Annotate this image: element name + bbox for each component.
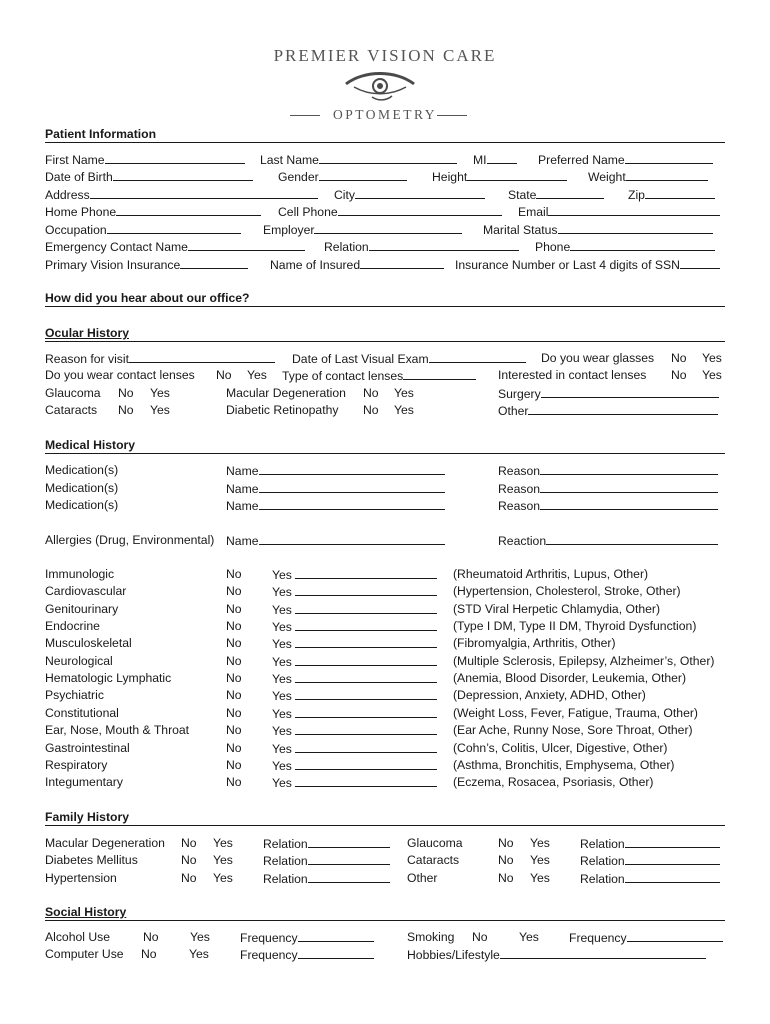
interested-yes-option[interactable]: Yes xyxy=(702,368,722,382)
system-yes-option[interactable]: Yes xyxy=(272,671,437,687)
family-relation-field[interactable]: Relation xyxy=(580,853,720,869)
system-no-option[interactable]: No xyxy=(226,584,242,598)
weight-field[interactable]: Weight xyxy=(588,169,708,185)
system-name: Gastrointestinal xyxy=(45,741,130,755)
primary-insurance-field[interactable]: Primary Vision Insurance xyxy=(45,257,248,273)
family-yes-option[interactable]: Yes xyxy=(213,853,233,867)
family-no-option[interactable]: No xyxy=(181,836,197,850)
dob-field[interactable]: Date of Birth xyxy=(45,169,253,185)
system-name: Endocrine xyxy=(45,619,100,633)
employer-field[interactable]: Employer xyxy=(263,222,462,238)
contacts-yes-option[interactable]: Yes xyxy=(247,368,267,382)
system-yes-option[interactable]: Yes xyxy=(272,584,437,600)
system-examples: (Fibromyalgia, Arthritis, Other) xyxy=(453,636,616,650)
first-name-field[interactable]: First Name xyxy=(45,152,245,168)
computer-yes-option[interactable]: Yes xyxy=(189,947,209,961)
system-yes-option[interactable]: Yes xyxy=(272,723,437,739)
system-examples: (Ear Ache, Runny Nose, Sore Throat, Other) xyxy=(453,723,693,737)
section-patient-information: Patient Information xyxy=(45,127,725,143)
system-no-option[interactable]: No xyxy=(226,775,242,789)
preferred-name-field[interactable]: Preferred Name xyxy=(538,152,713,168)
family-relation-field[interactable]: Relation xyxy=(263,853,390,869)
family-no-option[interactable]: No xyxy=(181,853,197,867)
system-yes-option[interactable]: Yes xyxy=(272,654,437,670)
macular-yes-option[interactable]: Yes xyxy=(394,386,414,400)
system-yes-option[interactable]: Yes xyxy=(272,636,437,652)
system-name: Cardiovascular xyxy=(45,584,127,598)
practice-name: PREMIER VISION CARE xyxy=(273,46,497,65)
retinopathy-yes-option[interactable]: Yes xyxy=(394,403,414,417)
allergies-label: Allergies (Drug, Environmental) xyxy=(45,533,215,547)
system-no-option[interactable]: No xyxy=(226,758,242,772)
system-name: Ear, Nose, Mouth & Throat xyxy=(45,723,190,737)
system-yes-option[interactable]: Yes xyxy=(272,688,437,704)
section-family-history: Family History xyxy=(45,810,725,826)
macular-degeneration-label: Macular Degeneration xyxy=(226,386,346,400)
system-examples: (Type I DM, Type II DM, Thyroid Dysfunction) xyxy=(453,619,697,633)
medication-reason-field[interactable]: Reason xyxy=(498,463,718,479)
practice-specialty: OPTOMETRY xyxy=(332,107,437,122)
gender-field[interactable]: Gender xyxy=(278,169,407,185)
system-yes-option[interactable]: Yes xyxy=(272,567,437,583)
referral-question[interactable]: How did you hear about our office? xyxy=(45,291,725,307)
ocular-other-field[interactable]: Other xyxy=(498,403,718,419)
cell-phone-field[interactable]: Cell Phone xyxy=(278,204,502,220)
alcohol-no-option[interactable]: No xyxy=(143,930,159,944)
alcohol-frequency-field[interactable]: Frequency xyxy=(240,930,374,946)
insurance-number-field[interactable]: Insurance Number or Last 4 digits of SSN xyxy=(455,257,720,273)
system-examples: (Rheumatoid Arthritis, Lupus, Other) xyxy=(453,567,649,581)
family-yes-option[interactable]: Yes xyxy=(213,871,233,885)
surgery-field[interactable]: Surgery xyxy=(498,386,719,402)
family-relation-field[interactable]: Relation xyxy=(263,871,390,887)
family-no-option[interactable]: No xyxy=(498,836,514,850)
system-no-option[interactable]: No xyxy=(226,688,242,702)
system-name: Respiratory xyxy=(45,758,108,772)
computer-frequency-field[interactable]: Frequency xyxy=(240,947,374,963)
system-name: Constitutional xyxy=(45,706,119,720)
system-examples: (Anemia, Blood Disorder, Leukemia, Other) xyxy=(453,671,687,685)
family-yes-option[interactable]: Yes xyxy=(213,836,233,850)
family-relation-field[interactable]: Relation xyxy=(580,871,720,887)
system-examples: (Multiple Sclerosis, Epilepsy, Alzheimer’s, Other) xyxy=(453,654,715,668)
medication-reason-field[interactable]: Reason xyxy=(498,498,718,514)
last-exam-field[interactable]: Date of Last Visual Exam xyxy=(292,351,526,367)
system-yes-option[interactable]: Yes xyxy=(272,706,437,722)
system-yes-option[interactable]: Yes xyxy=(272,758,437,774)
state-field[interactable]: State xyxy=(508,187,604,203)
smoking-frequency-field[interactable]: Frequency xyxy=(569,930,723,946)
smoking-no-option[interactable]: No xyxy=(472,930,488,944)
system-name: Immunologic xyxy=(45,567,115,581)
family-no-option[interactable]: No xyxy=(181,871,197,885)
hobbies-field[interactable]: Hobbies/Lifestyle xyxy=(407,947,706,963)
wear-contacts-question: Do you wear contact lenses xyxy=(45,368,195,382)
medication-name-field[interactable]: Name xyxy=(226,498,445,514)
system-name: Integumentary xyxy=(45,775,123,789)
glasses-yes-option[interactable]: Yes xyxy=(702,351,722,365)
allergy-name-field[interactable]: Name xyxy=(226,533,445,549)
system-no-option[interactable]: No xyxy=(226,706,242,720)
family-condition-label: Macular Degeneration xyxy=(45,836,165,850)
system-no-option[interactable]: No xyxy=(226,654,242,668)
eye-logo-icon xyxy=(342,70,418,102)
system-name: Musculoskeletal xyxy=(45,636,132,650)
medication-label: Medication(s) xyxy=(45,481,119,495)
system-no-option[interactable]: No xyxy=(226,723,242,737)
glasses-no-option[interactable]: No xyxy=(671,351,687,365)
glaucoma-label: Glaucoma xyxy=(45,386,101,400)
family-relation-field[interactable]: Relation xyxy=(263,836,390,852)
glaucoma-yes-option[interactable]: Yes xyxy=(150,386,170,400)
system-yes-option[interactable]: Yes xyxy=(272,602,437,618)
city-field[interactable]: City xyxy=(334,187,485,203)
retinopathy-no-option[interactable]: No xyxy=(363,403,379,417)
mi-field[interactable]: MI xyxy=(473,152,517,168)
allergy-reaction-field[interactable]: Reaction xyxy=(498,533,718,549)
family-condition-label: Glaucoma xyxy=(407,836,463,850)
zip-field[interactable]: Zip xyxy=(628,187,715,203)
medication-reason-field[interactable]: Reason xyxy=(498,481,718,497)
last-name-field[interactable]: Last Name xyxy=(260,152,457,168)
family-relation-field[interactable]: Relation xyxy=(580,836,720,852)
family-no-option[interactable]: No xyxy=(498,871,514,885)
glaucoma-no-option[interactable]: No xyxy=(118,386,134,400)
family-condition-label: Cataracts xyxy=(407,853,460,867)
cataracts-label: Cataracts xyxy=(45,403,98,417)
family-no-option[interactable]: No xyxy=(498,853,514,867)
system-name: Hematologic Lymphatic xyxy=(45,671,172,685)
section-medical-history: Medical History xyxy=(45,438,725,454)
reason-for-visit-field[interactable]: Reason for visit xyxy=(45,351,275,367)
smoking-label: Smoking xyxy=(407,930,455,944)
system-no-option[interactable]: No xyxy=(226,671,242,685)
system-examples: (STD Viral Herpetic Chlamydia, Other) xyxy=(453,602,661,616)
wear-glasses-question: Do you wear glasses xyxy=(541,351,655,365)
contact-type-field[interactable]: Type of contact lenses xyxy=(282,368,476,384)
smoking-yes-option[interactable]: Yes xyxy=(519,930,539,944)
cataracts-no-option[interactable]: No xyxy=(118,403,134,417)
alcohol-yes-option[interactable]: Yes xyxy=(190,930,210,944)
system-no-option[interactable]: No xyxy=(226,619,242,633)
system-yes-option[interactable]: Yes xyxy=(272,619,437,635)
system-examples: (Cohn’s, Colitis, Ulcer, Digestive, Other) xyxy=(453,741,668,755)
computer-no-option[interactable]: No xyxy=(141,947,157,961)
family-condition-label: Diabetes Mellitus xyxy=(45,853,138,867)
contacts-no-option[interactable]: No xyxy=(216,368,232,382)
interested-no-option[interactable]: No xyxy=(671,368,687,382)
alcohol-use-label: Alcohol Use xyxy=(45,930,111,944)
emergency-contact-field[interactable]: Emergency Contact Name xyxy=(45,239,305,255)
system-examples: (Depression, Anxiety, ADHD, Other) xyxy=(453,688,646,702)
height-field[interactable]: Height xyxy=(432,169,567,185)
system-examples: (Weight Loss, Fever, Fatigue, Trauma, Other) xyxy=(453,706,698,720)
diabetic-retinopathy-label: Diabetic Retinopathy xyxy=(226,403,339,417)
medication-name-field[interactable]: Name xyxy=(226,463,445,479)
macular-no-option[interactable]: No xyxy=(363,386,379,400)
family-yes-option[interactable]: Yes xyxy=(530,853,550,867)
section-social-history: Social History xyxy=(45,905,725,921)
system-yes-option[interactable]: Yes xyxy=(272,775,437,791)
system-examples: (Eczema, Rosacea, Psoriasis, Other) xyxy=(453,775,654,789)
system-name: Genitourinary xyxy=(45,602,119,616)
name-of-insured-field[interactable]: Name of Insured xyxy=(270,257,444,273)
email-field[interactable]: Email xyxy=(518,204,720,220)
cataracts-yes-option[interactable]: Yes xyxy=(150,403,170,417)
relation-field[interactable]: Relation xyxy=(324,239,519,255)
home-phone-field[interactable]: Home Phone xyxy=(45,204,261,220)
medication-name-field[interactable]: Name xyxy=(226,481,445,497)
system-examples: (Hypertension, Cholesterol, Stroke, Other) xyxy=(453,584,681,598)
family-yes-option[interactable]: Yes xyxy=(530,871,550,885)
medication-label: Medication(s) xyxy=(45,463,119,477)
family-condition-label: Hypertension xyxy=(45,871,117,885)
system-no-option[interactable]: No xyxy=(226,741,242,755)
section-ocular-history: Ocular History xyxy=(45,326,725,342)
computer-use-label: Computer Use xyxy=(45,947,124,961)
system-name: Neurological xyxy=(45,654,113,668)
system-no-option[interactable]: No xyxy=(226,636,242,650)
system-no-option[interactable]: No xyxy=(226,602,242,616)
address-field[interactable]: Address xyxy=(45,187,318,203)
marital-status-field[interactable]: Marital Status xyxy=(483,222,713,238)
medication-label: Medication(s) xyxy=(45,498,119,512)
family-condition-label: Other xyxy=(407,871,438,885)
system-no-option[interactable]: No xyxy=(226,567,242,581)
system-name: Psychiatric xyxy=(45,688,104,702)
occupation-field[interactable]: Occupation xyxy=(45,222,241,238)
system-yes-option[interactable]: Yes xyxy=(272,741,437,757)
phone-field[interactable]: Phone xyxy=(535,239,715,255)
family-yes-option[interactable]: Yes xyxy=(530,836,550,850)
system-examples: (Asthma, Bronchitis, Emphysema, Other) xyxy=(453,758,675,772)
interested-contacts-question: Interested in contact lenses xyxy=(498,368,647,382)
